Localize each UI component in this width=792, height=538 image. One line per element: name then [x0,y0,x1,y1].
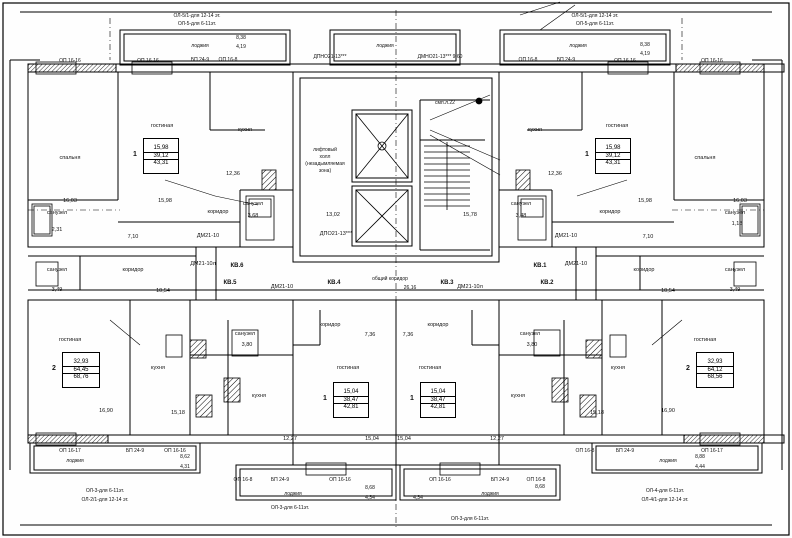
core-label: общий коридор [372,276,408,282]
room-label: спальня [694,155,716,161]
room-label: ДМ21-10 [554,233,578,239]
window-label: ОЛ-4/1-для 12-14 эт. [641,497,689,503]
room-label: 10,54 [156,288,170,294]
window-label: ОП 16-17 [59,448,81,454]
window-label: 4,44 [695,464,705,470]
room-label: санузел [242,201,264,207]
apartment-area-tag [62,352,100,388]
apartment-marker: КВ.2 [540,280,554,286]
room-label: гостиная [605,123,629,129]
window-label: ОП 16-8 [218,57,238,63]
window-label: ОП 16-16 [329,477,351,483]
room-label: ДМ21-10 [196,233,220,239]
room-label: 16,90 [99,408,113,414]
core-label: зона) [318,168,332,174]
room-label: 3,49 [729,287,741,293]
room-label: ДМ21-10л [190,261,216,267]
room-label: гостиная [150,123,174,129]
annotation-label: 4,19 [236,44,246,50]
room-label: 13,02 [326,212,340,218]
room-label: 16,90 [661,408,675,414]
annotation-label: 8,38 [236,35,246,41]
annotation-label: 8,38 [640,42,650,48]
apartment-gross-area: 42,81 [430,404,446,411]
room-label: 12,36 [226,171,240,177]
apartment-living-area: 32,93 [707,358,723,365]
window-label: ОП 16-16 [137,58,159,64]
window-label: ОП 16-8 [518,57,538,63]
apartment-area-tag [696,352,734,388]
apartment-total-area: 39,12 [596,152,630,161]
room-label: санузел [46,267,68,273]
apartment-total-area: 38,47 [334,396,368,405]
room-label: 15,78 [463,212,477,218]
core-label: 26,16 [403,285,417,291]
window-label: ОЛ-3-для 6-11эт. [450,516,490,522]
window-label: 8,68 [365,485,375,491]
apartment-living-area: 15,04 [430,388,446,395]
room-label: коридор [319,322,341,328]
window-label: лоджия [284,491,302,497]
window-label: 8,68 [535,484,545,490]
apartment-gross-area: 68,76 [73,374,89,381]
room-label: 15,18 [590,410,604,416]
apartment-living-area: 15,98 [153,144,169,151]
apartment-total-area: 64,12 [697,366,733,375]
apartment-room-count: 1 [323,395,327,402]
window-label: 4,31 [180,464,190,470]
room-label: кухня [611,365,625,371]
room-label: кухня [252,393,266,399]
apartment-area-tag [143,138,179,174]
apartment-living-area: 32,93 [73,358,89,365]
apartment-area-tag [333,382,369,418]
window-label: ОП 16-16 [429,477,451,483]
room-label: санузел [510,201,532,207]
apartment-marker: КВ.6 [230,263,244,269]
room-label: гостиная [58,337,82,343]
window-label: лоджия [376,43,394,49]
room-label: гостиная [418,365,442,371]
window-label: ОП 16-17 [701,448,723,454]
room-label: санузел [724,267,746,273]
window-label: 4,34 [365,495,375,501]
room-label: 3,68 [247,213,259,219]
window-label: ОП 16-16 [614,58,636,64]
room-label: 7,36 [402,332,414,338]
room-label: 3,80 [526,342,538,348]
room-label: кухня [528,127,542,133]
window-label: ОП 16-8 [575,448,595,454]
room-label: 3,49 [51,287,63,293]
room-label: 15,18 [171,410,185,416]
core-label: лифтовый [313,147,337,153]
room-label: 15,98 [638,198,652,204]
window-label: ОЛ-4-для 6-11эт. [645,488,685,494]
room-label: санузел [46,210,68,216]
window-label: ОП 16-8 [233,477,253,483]
apartment-area-tag [420,382,456,418]
room-label: 12,27 [490,436,504,442]
room-label: коридор [427,322,449,328]
room-label: коридор [633,267,655,273]
window-label: БП 24-9 [615,448,635,454]
room-label: коридор [122,267,144,273]
annotation-label: ОЛ-5/1-для 12-14 эт. [571,13,619,19]
room-label: 1,18 [731,221,743,227]
apartment-marker: КВ.1 [533,263,547,269]
window-label: лоджия [191,43,209,49]
annotation-label: ОЛ-5-для 6-11эт. [177,21,217,27]
window-label: ОЛ-2/1-для 12-14 эт. [81,497,129,503]
room-label: 2,31 [51,227,63,233]
apartment-gross-area: 43,31 [605,160,621,167]
room-label: санузел [724,210,746,216]
apartment-total-area: 64,45 [63,366,99,375]
apartment-gross-area: 43,31 [153,160,169,167]
room-label: санузел [519,331,541,337]
room-label: ДПО21-13*** [319,231,353,237]
window-label: БП 24-9 [490,477,510,483]
room-label: 3,48 [515,213,527,219]
apartment-total-area: 38,47 [421,396,455,405]
room-label: ДМ21-10 [564,261,588,267]
window-label: ОЛ-3-для 6-11эт. [85,488,125,494]
window-label: лоджия [659,458,677,464]
room-label: ДМ21-10л [457,284,483,290]
window-label: БП 24-9 [270,477,290,483]
apartment-room-count: 1 [585,151,589,158]
window-label: БП 24-9 [556,57,576,63]
apartment-room-count: 1 [410,395,414,402]
room-label: кухня [151,365,165,371]
room-label: санузел [234,331,256,337]
core-label: (незадымляемая [305,161,345,167]
window-label: БП 24-9 [190,57,210,63]
window-label: ОП 16-8 [526,477,546,483]
window-label: БП 24-9 [125,448,145,454]
apartment-area-tag [595,138,631,174]
window-label: 4,34 [413,495,423,501]
room-label: 7,10 [127,234,139,240]
apartment-room-count: 2 [686,365,690,372]
window-label: ДМНО21-13*** 9,60 [417,54,463,60]
room-label: ДМ21-10 [270,284,294,290]
window-label: смп.л.22 [435,100,455,106]
annotation-label: ОЛ-5-для 6-11эт. [575,21,615,27]
apartment-marker: КВ.3 [440,280,454,286]
window-label: лоджия [569,43,587,49]
room-label: 12,27 [283,436,297,442]
window-label: ОП 16-16 [701,58,723,64]
room-label: 16,03 [63,198,77,204]
room-label: 3,80 [241,342,253,348]
window-label: лоджия [66,458,84,464]
window-label: 8,88 [695,454,705,460]
room-label: 10,54 [661,288,675,294]
room-label: 15,98 [158,198,172,204]
apartment-gross-area: 68,56 [707,374,723,381]
apartment-gross-area: 42,81 [343,404,359,411]
room-label: кухня [511,393,525,399]
room-label: кухня [238,127,252,133]
window-label: ДПНО21-13*** [313,54,347,60]
window-label: 8,62 [180,454,190,460]
window-label: ОП 16-16 [164,448,186,454]
apartment-room-count: 1 [133,151,137,158]
apartment-marker: КВ.4 [327,280,341,286]
room-label: спальня [59,155,81,161]
window-label: лоджия [481,491,499,497]
annotation-label: 4,19 [640,51,650,57]
apartment-marker: КВ.5 [223,280,237,286]
apartment-room-count: 2 [52,365,56,372]
apartment-total-area: 39,12 [144,152,178,161]
room-label: коридор [599,209,621,215]
annotation-label: ОЛ-5/1-для 12-14 эт. [173,13,221,19]
window-label: ОЛ-3-для 6-11эт. [270,505,310,511]
room-label: гостиная [336,365,360,371]
room-label: 15,04 [397,436,411,442]
apartment-living-area: 15,98 [605,144,621,151]
window-label: ОП 16-16 [59,58,81,64]
room-label: 12,36 [548,171,562,177]
room-label: 7,36 [364,332,376,338]
room-label: коридор [207,209,229,215]
core-label: холл [319,154,331,160]
room-label: 15,04 [365,436,379,442]
room-label: 7,10 [642,234,654,240]
room-label: гостиная [693,337,717,343]
apartment-living-area: 15,04 [343,388,359,395]
room-label: 16,03 [733,198,747,204]
